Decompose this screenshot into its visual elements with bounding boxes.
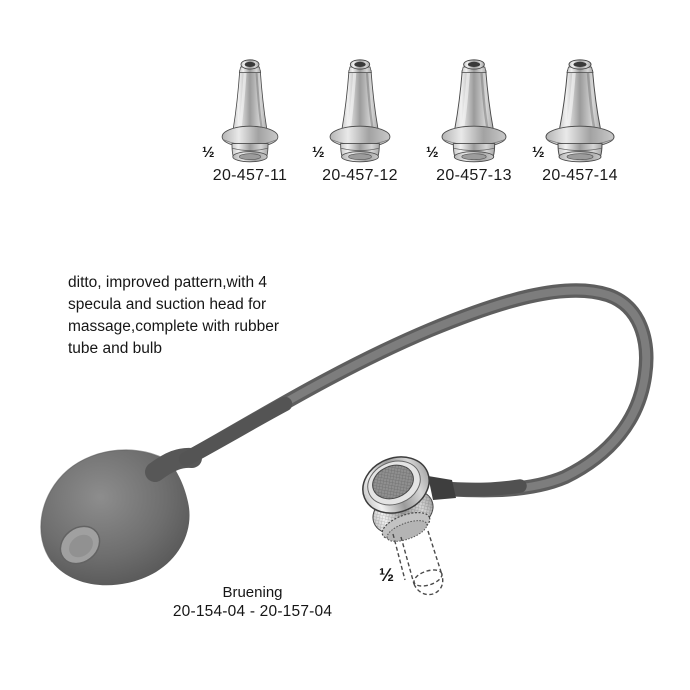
speculum-figure-4 (520, 56, 640, 190)
bulb-assembly-illustration (0, 270, 690, 600)
speculum-figure-1 (190, 56, 310, 190)
catalog-number: 20-457-14 (542, 167, 618, 184)
assembly-caption (95, 583, 410, 622)
scale-label: ½ (202, 144, 215, 161)
ear-speculum-illustration (316, 56, 404, 166)
suction-head (354, 447, 456, 594)
scale-label: ½ (312, 144, 325, 161)
product-name: Bruening (222, 584, 283, 601)
rubber-bulb (41, 450, 192, 585)
tube-connector (428, 476, 456, 500)
description-line: massage,complete with rubber (68, 318, 280, 335)
description-line: ditto, improved pattern,with 4 (68, 274, 268, 291)
ear-speculum-illustration (427, 56, 521, 166)
catalog-number: 20-457-11 (212, 167, 288, 184)
catalog-number-range: 20-154-04 - 20-157-04 (172, 603, 333, 620)
catalog-number: 20-457-12 (322, 167, 398, 184)
catalog-number: 20-457-13 (436, 167, 512, 184)
assembly-scale-label: ½ (379, 565, 395, 585)
description-line: specula and suction head for (68, 296, 267, 313)
ear-speculum-illustration (530, 56, 630, 166)
description-line: tube and bulb (68, 340, 162, 357)
scale-label: ½ (426, 144, 439, 161)
speculum-figure-3 (414, 56, 534, 190)
scale-label: ½ (532, 144, 545, 161)
speculum-figure-2 (300, 56, 420, 190)
ear-speculum-illustration (209, 56, 291, 166)
